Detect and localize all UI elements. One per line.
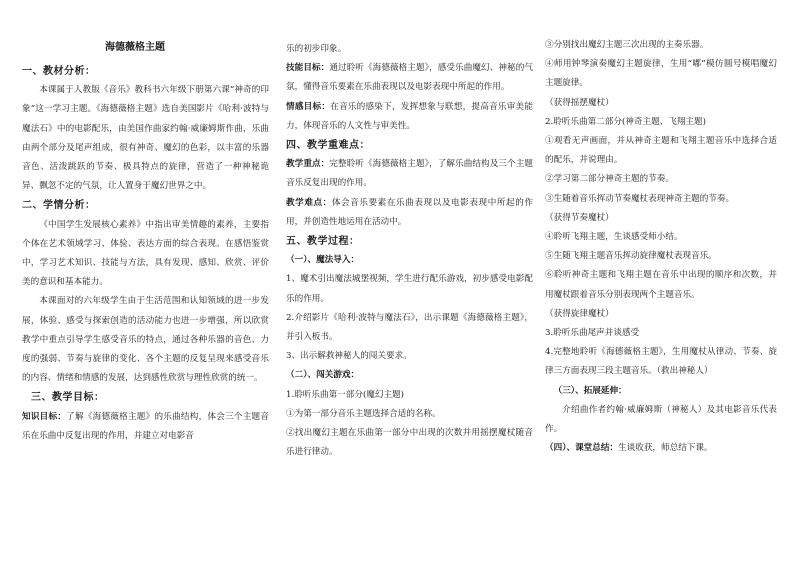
emotion-objective-text: 在音乐的感染下，发挥想象与联想，提高音乐审美能力，体现音乐的人文性与审美性。	[286, 101, 533, 131]
game-step-2d: ④聆听飞翔主题，生谈感受师小结。	[545, 232, 683, 243]
game-step-1b: ②找出魔幻主题在乐曲第一部分中出现的次数并用摇摆魔杖随音乐进行律动。	[286, 428, 533, 458]
teaching-key-point	[286, 155, 533, 193]
knowledge-objective-text: 了解《海德薇格主题》的乐曲结构，体会三个主题音乐在乐曲中反复出现的作用，并建立对电影音	[22, 411, 269, 441]
subsection-heading-summary: （四）、课堂总结：	[545, 443, 619, 454]
section-heading-textbook-analysis: 一、教材分析：	[22, 66, 96, 77]
intro-step-3: 3、出示解救神秘人的闯关要求。	[286, 351, 412, 362]
game-step-4: 4.完整地聆听《海德薇格主题》，生用魔杖从律动、节奏、旋律三方面表现三段主题音乐。（救出神秘人）	[545, 347, 777, 377]
section-heading-key-points: 四、教学重难点：	[286, 140, 370, 152]
award-rhythm-wand: （获得节奏魔杖）	[545, 212, 614, 223]
column-1	[22, 36, 269, 446]
skill-objective-label: 技能目标：	[286, 63, 330, 74]
learner-analysis-paragraph-1: 《中国学生发展核心素养》中指出审美情趣的素养，主要指个体在艺术领域学习、体验、表达方面的综合表现。在感悟鉴赏中，学习艺术知识、技能与方法，具有发现、感知、欣赏、评价美的意识和基本能力。	[22, 219, 269, 288]
subsection-heading-level-game: （二）、闯关游戏：	[286, 370, 360, 381]
emotion-objective-label: 情感目标：	[286, 101, 331, 112]
difficulty-label: 教学难点：	[286, 197, 332, 208]
game-step-3: 3.聆听乐曲尾声并谈感受	[545, 328, 640, 339]
key-point-label: 教学重点：	[286, 159, 330, 170]
game-step-2b: ②学习第二部分神奇主题的节奏。	[545, 174, 674, 185]
textbook-analysis-paragraph: 本课属于人教版《音乐》教科书六年级下册第六课“神奇的印象”这一学习主题。《海德薇格主题》选自美国影片《哈利·波特与魔法石》中的电影配乐，由美国作曲家约翰·威廉姆斯作曲，乐曲由两个部分及尾声组成，很有神奇、魔幻的色彩，以丰富的乐器音色、活泼跳跃的节奏、极具特点的旋律，营造了一种神秘诡异、飘忽不定的气氛，让人置身于魔幻世界之中。	[22, 85, 269, 192]
section-heading-learner-analysis: 二、学情分析：	[22, 200, 96, 212]
skill-objective	[286, 59, 533, 97]
emotion-objective	[286, 98, 533, 136]
game-step-2c: ③生随着音乐挥动节奏魔杖表现神奇主题的节奏。	[545, 193, 735, 204]
subsection-heading-magic-intro: （一）、魔法导入：	[286, 255, 360, 266]
knowledge-objective	[22, 408, 269, 446]
skill-objective-text: 通过聆听《海德薇格主题》，感受乐曲魔幻、神秘的气氛，懂得音乐要素在乐曲表现以及电影表现中所起的作用。	[286, 63, 533, 93]
teaching-difficulty	[286, 194, 533, 232]
knowledge-objective-label: 知识目标：	[22, 411, 67, 422]
subsection-heading-extension: （三）、拓展延伸：	[553, 385, 627, 396]
section-heading-teaching-objectives: 三、教学目标：	[31, 392, 105, 404]
intro-step-2: 2.介绍影片《哈利·波特与魔法石》，出示课题《海德薇格主题》，并引入板书。	[286, 312, 533, 343]
learner-analysis-paragraph-2: 本课面对的六年级学生由于生活范围和认知领域的进一步发展，体验、感受与探索创造的活动能力也进一步增强，所以欣赏教学中重点引导学生感受音乐的特点，通过各种乐器的音色、力度的强弱、节奏与旋律的变化、各个主题的反复呈现来感受音乐的内容、情绪和情感的发展，达到感性欣赏与理性欣赏的统一。	[22, 296, 269, 384]
difficulty-text: 体会音乐要素在乐曲表现以及电影表现中所起的作用，并创造性地运用在活动中。	[286, 197, 533, 227]
game-step-1a: ①为第一部分音乐主题选择合适的名称。	[286, 408, 441, 419]
column-2	[286, 40, 533, 462]
summary-line	[545, 439, 777, 458]
game-step-1c: ③分别找出魔幻主题三次出现的主奏乐器。	[545, 40, 709, 50]
document-title: 海德薇格主题	[105, 42, 165, 53]
game-step-1d: ④师用钟琴演奏魔幻主题旋律，生用“嘟”模仿圆号模唱魔幻主题旋律。	[545, 59, 777, 89]
key-point-text: 完整聆听《海德薇格主题》，了解乐曲结构及三个主题音乐反复出现的作用。	[286, 159, 533, 189]
game-step-2e: ⑤生随飞翔主题音乐挥动旋律魔杖表现音乐。	[545, 251, 717, 262]
game-step-1: 1.聆听乐曲第一部分(魔幻主题)	[286, 389, 405, 400]
game-step-2a: ①观看无声画面，并从神奇主题和飞翔主题音乐中选择合适的配乐，并说理由。	[545, 136, 777, 166]
knowledge-objective-continued: 乐的初步印象。	[286, 44, 347, 54]
column-3	[545, 36, 777, 458]
game-step-2: 2.聆听乐曲第二部分(神奇主题、飞翔主题)	[545, 116, 706, 127]
section-heading-teaching-process: 五、教学过程：	[286, 236, 360, 248]
game-step-2f: ⑥聆听神奇主题和飞翔主题在音乐中出现的顺序和次数，并用魔杖跟着音乐分别表现两个主题音乐。	[545, 270, 777, 300]
extension-text: 介绍曲作者约翰·威廉姆斯（神秘人）及其电影音乐代表作。	[545, 404, 777, 435]
award-swing-wand: （获得摇摆魔杖）	[545, 97, 614, 108]
award-melody-wand: （获得旋律魔杖）	[545, 308, 614, 319]
intro-step-1: 1、魔术引出魔法城堡视频，学生进行配乐游戏，初步感受电影配乐的作用。	[286, 274, 533, 304]
summary-text: 生谈收获，师总结下课。	[618, 443, 713, 454]
